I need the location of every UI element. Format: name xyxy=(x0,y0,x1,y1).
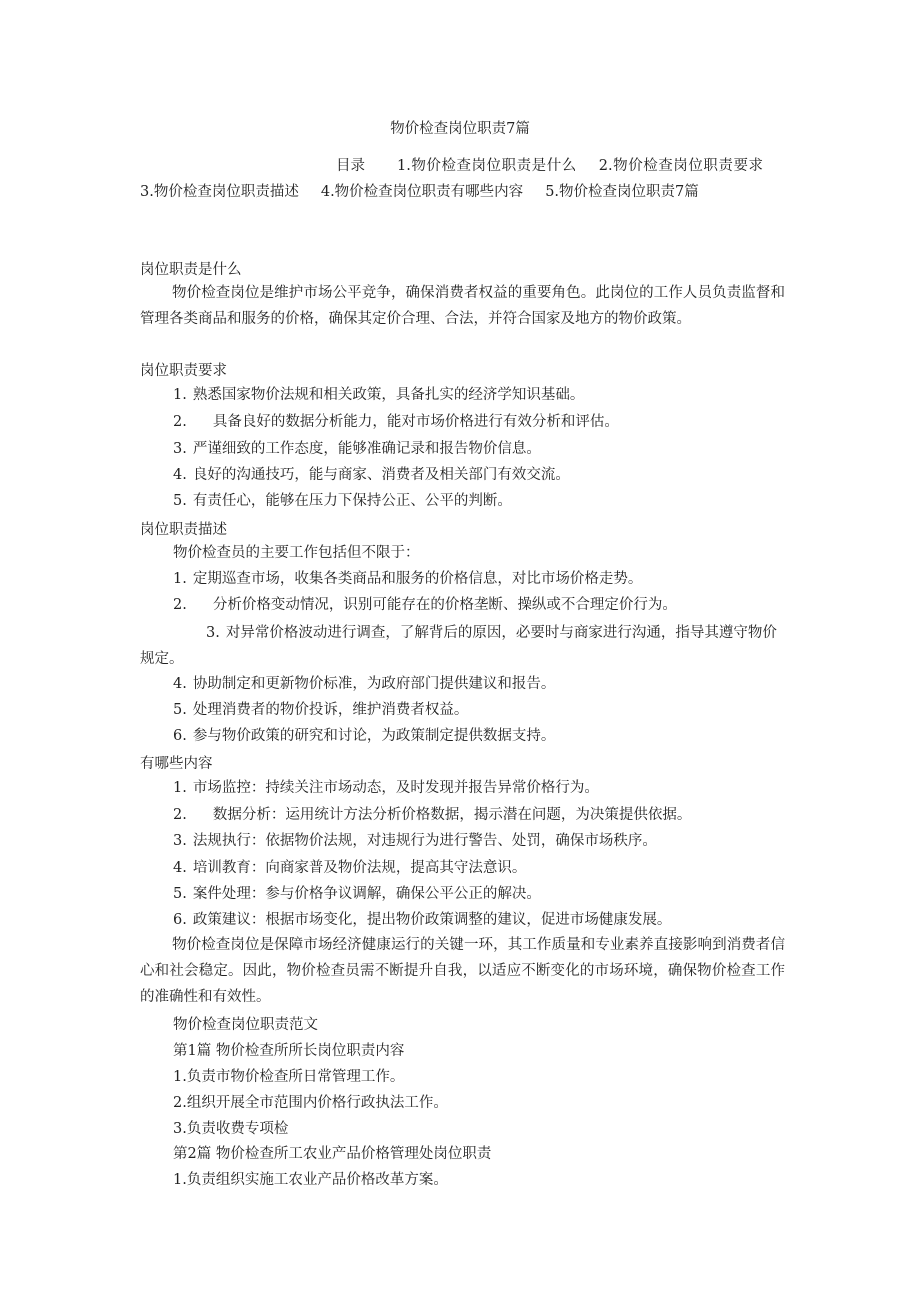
list-item xyxy=(173,382,785,408)
toc-item[interactable]: 2.物价检查岗位职责要求 xyxy=(598,158,763,174)
text-line: 1.负责市物价检查所日常管理工作。 xyxy=(173,1069,405,1085)
list-item-number: 3. xyxy=(173,833,187,849)
list-item-text: 定期巡查市场，收集各类商品和服务的价格信息，对比市场价格走势。 xyxy=(192,571,643,587)
list-item-text: 良好的沟通技巧，能与商家、消费者及相关部门有效交流。 xyxy=(192,467,570,483)
list-item-number: 3. xyxy=(206,625,220,641)
list-item xyxy=(173,723,785,749)
list-item xyxy=(173,907,785,933)
list-item-text: 案件处理：参与价格争议调解，确保公平公正的解决。 xyxy=(192,886,541,902)
list-item xyxy=(173,566,785,592)
list-item xyxy=(173,436,785,462)
list-item-number: 2. xyxy=(173,807,187,823)
list-item-text: 法规执行：依据物价法规，对违规行为进行警告、处罚，确保市场秩序。 xyxy=(192,833,657,849)
list-item-text: 培训教育：向商家普及物价法规，提高其守法意识。 xyxy=(192,860,527,876)
section-heading: 岗位职责描述 xyxy=(140,522,227,538)
list-item-number: 4. xyxy=(173,860,187,876)
toc-item[interactable]: 1.物价检查岗位职责是什么 xyxy=(397,158,577,174)
list-item-text: 具备良好的数据分析能力，能对市场价格进行有效分析和评估。 xyxy=(212,414,619,430)
text-line: 第1篇 物价检查所所长岗位职责内容 xyxy=(173,1043,405,1059)
list-item xyxy=(173,802,785,828)
list-item-number: 1. xyxy=(173,780,187,796)
list-item xyxy=(173,671,785,697)
list-item-number: 6. xyxy=(173,728,187,744)
toc-item[interactable]: 5.物价检查岗位职责7篇 xyxy=(545,184,699,200)
list-item-text: 处理消费者的物价投诉，维护消费者权益。 xyxy=(192,702,469,718)
list-item xyxy=(173,592,785,618)
list-item xyxy=(173,828,785,854)
list-item xyxy=(173,775,785,801)
text-line: 第2篇 物价检查所工农业产品价格管理处岗位职责 xyxy=(173,1146,492,1162)
paragraph: 物价检查岗位是保障市场经济健康运行的关键一环，其工作质量和专业素养直接影响到消费者信心和社会稳定。因此，物价检查员需不断提升自我，以适应不断变化的市场环境，确保物价检查工作的准确性和有效性。 xyxy=(140,937,785,1005)
list-item-number: 4. xyxy=(173,676,187,692)
list-item xyxy=(173,697,785,723)
text-line: 2.组织开展全市范围内价格行政执法工作。 xyxy=(173,1095,448,1111)
toc-item[interactable]: 3.物价检查岗位职责描述 xyxy=(140,184,299,200)
paragraph: 物价检查岗位是维护市场公平竞争，确保消费者权益的重要角色。此岗位的工作人员负责监督和管理各类商品和服务的价格，确保其定价合理、合法，并符合国家及地方的物价政策。 xyxy=(140,285,785,327)
list-item-text: 协助制定和更新物价标准，为政府部门提供建议和报告。 xyxy=(192,676,556,692)
text-line: 3.负责收费专项检 xyxy=(173,1121,289,1137)
list-item-number: 1. xyxy=(173,571,187,587)
list-item-text: 严谨细致的工作态度，能够准确记录和报告物价信息。 xyxy=(192,441,541,457)
list-item-number: 6. xyxy=(173,912,187,928)
list-item xyxy=(173,488,785,514)
list-item-number: 1. xyxy=(173,387,187,403)
list-item-number: 2. xyxy=(173,414,187,430)
toc-label: 目录 xyxy=(336,158,365,174)
list-item xyxy=(140,620,785,672)
list-item-number: 4. xyxy=(173,467,187,483)
list-item xyxy=(173,462,785,488)
document-title: 物价检查岗位职责7篇 xyxy=(390,121,530,137)
section-heading: 物价检查岗位职责范文 xyxy=(173,1017,318,1033)
toc-item[interactable]: 4.物价检查岗位职责有哪些内容 xyxy=(320,184,524,200)
list-item-text: 参与物价政策的研究和讨论，为政策制定提供数据支持。 xyxy=(192,728,556,744)
section-intro: 物价检查员的主要工作包括但不限于： xyxy=(173,545,420,561)
list-item xyxy=(173,855,785,881)
list-item xyxy=(173,881,785,907)
list-item-text: 市场监控：持续关注市场动态，及时发现并报告异常价格行为。 xyxy=(192,780,599,796)
list-item-text: 政策建议：根据市场变化，提出物价政策调整的建议，促进市场健康发展。 xyxy=(192,912,672,928)
list-item-number: 3. xyxy=(173,441,187,457)
list-item-number: 2. xyxy=(173,597,187,613)
table-of-contents xyxy=(140,153,785,205)
section-heading: 岗位职责要求 xyxy=(140,363,227,379)
list-item-text: 分析价格变动情况，识别可能存在的价格垄断、操纵或不合理定价行为。 xyxy=(212,597,677,613)
list-item-number: 5. xyxy=(173,886,187,902)
section-heading: 岗位职责是什么 xyxy=(140,262,242,278)
list-item-text: 数据分析：运用统计方法分析价格数据，揭示潜在问题，为决策提供依据。 xyxy=(212,807,692,823)
list-item-text: 熟悉国家物价法规和相关政策，具备扎实的经济学知识基础。 xyxy=(192,387,585,403)
section-heading: 有哪些内容 xyxy=(140,756,213,772)
list-item-text: 有责任心，能够在压力下保持公正、公平的判断。 xyxy=(192,493,512,509)
text-line: 1.负责组织实施工农业产品价格改革方案。 xyxy=(173,1172,448,1188)
list-item-text: 对异常价格波动进行调查，了解背后的原因，必要时与商家进行沟通，指导其遵守物价规定。 xyxy=(140,625,777,667)
list-item xyxy=(173,409,785,435)
list-item-number: 5. xyxy=(173,702,187,718)
list-item-number: 5. xyxy=(173,493,187,509)
